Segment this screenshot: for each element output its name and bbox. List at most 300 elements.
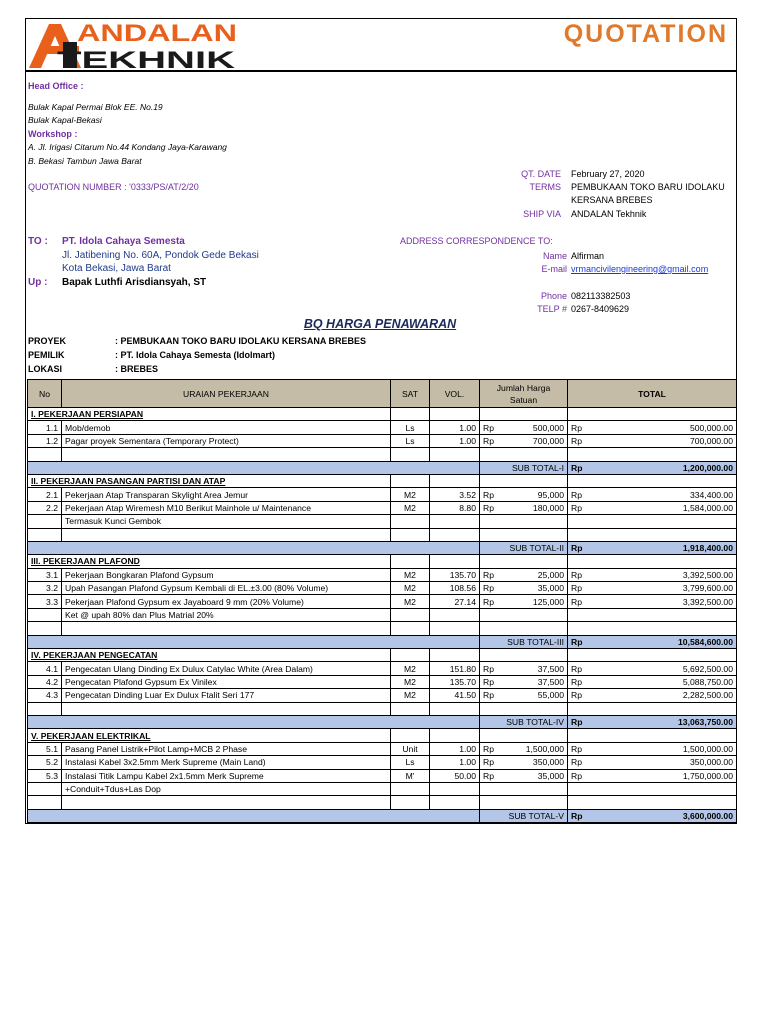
amount-value: 25,000 [537, 569, 564, 580]
workshop-line1: A. Jl. Irigasi Citarum No.44 Kondang Jaya-Karawang [28, 142, 227, 152]
currency-label: Rp [571, 743, 582, 754]
empty-cell [430, 528, 480, 541]
empty-cell [391, 448, 430, 461]
amount-value: 500,000.00 [689, 422, 733, 433]
item-no: 5.1 [28, 742, 62, 755]
currency-label: Rp [483, 663, 494, 674]
item-price [480, 515, 568, 528]
item-desc: Instalasi Titik Lampu Kabel 2x1.5mm Merk Supreme [62, 769, 391, 782]
telp-label: TELP # [537, 304, 567, 314]
item-sat: M2 [391, 689, 430, 702]
page-title: QUOTATION [563, 20, 728, 48]
address-correspondence-label: ADDRESS CORRESPONDENCE TO: [400, 236, 553, 246]
subtotal-label: SUB TOTAL-V [480, 809, 568, 822]
amount-value: 1,500,000.00 [682, 743, 733, 754]
subtotal-value [568, 715, 737, 728]
amount-value: 5,088,750.00 [682, 677, 733, 687]
item-total [568, 595, 737, 608]
amount-value: 1,750,000.00 [682, 770, 733, 781]
amount-value: 35,000 [537, 770, 564, 781]
head-office-label: Head Office : [28, 81, 84, 91]
item-row [28, 582, 737, 595]
amount-value: 3,392,500.00 [682, 569, 733, 580]
ship-via: ANDALAN Tekhnik [571, 209, 647, 219]
to-label: TO : [28, 236, 48, 247]
col-harga: Jumlah Harga Satuan [480, 380, 568, 408]
item-desc: Pengecatan Plafond Gypsum Ex Vinilex [62, 675, 391, 688]
item-row [28, 515, 737, 528]
item-vol: 3.52 [430, 488, 480, 501]
amount-value: 1,500,000 [525, 743, 564, 754]
empty-cell [430, 635, 480, 648]
item-sat: M2 [391, 582, 430, 595]
section-title: III. PEKERJAAN PLAFOND [28, 555, 391, 568]
currency-label: Rp [483, 677, 494, 687]
amount-value: 95,000 [537, 489, 564, 500]
item-price [480, 434, 568, 447]
item-desc: Pekerjaan Plafond Gypsum ex Jayaboard 9 mm (20% Volume) [62, 595, 391, 608]
item-price [480, 595, 568, 608]
item-desc: +Conduit+Tdus+Las Dop [62, 782, 391, 795]
currency-label: Rp [483, 569, 494, 580]
item-total [568, 421, 737, 434]
empty-cell [480, 729, 568, 742]
amount-value: 3,600,000.00 [682, 810, 733, 821]
item-row [28, 662, 737, 675]
item-no: 4.2 [28, 675, 62, 688]
qt-date: February 27, 2020 [571, 169, 645, 179]
item-sat [391, 515, 430, 528]
logo-line1: ANDALAN [77, 20, 237, 47]
section-row [28, 555, 737, 568]
amount-value: 350,000 [532, 757, 564, 768]
empty-cell [480, 448, 568, 461]
col-sat: SAT [391, 380, 430, 408]
amount-value: 55,000 [537, 690, 564, 701]
empty-cell [568, 528, 737, 541]
item-row [28, 782, 737, 795]
section-row [28, 474, 737, 487]
item-row [28, 742, 737, 755]
item-price [480, 782, 568, 795]
to-address-line1: Jl. Jatibening No. 60A, Pondok Gede Bekasi [62, 250, 259, 261]
item-total [568, 742, 737, 755]
item-total [568, 782, 737, 795]
amount-value: 1,200,000.00 [682, 462, 733, 473]
item-desc: Upah Pasangan Plafond Gypsum Kembali di EL.±3.00 (80% Volume) [62, 582, 391, 595]
empty-cell [391, 715, 430, 728]
item-vol: 1.00 [430, 742, 480, 755]
item-row [28, 689, 737, 702]
amount-value: 700,000 [532, 435, 564, 446]
currency-label: Rp [483, 583, 494, 594]
empty-cell [391, 729, 430, 742]
item-vol [430, 782, 480, 795]
item-sat: M2 [391, 595, 430, 608]
phone-label: Phone [540, 291, 567, 301]
pemilik-value: : PT. Idola Cahaya Semesta (Idolmart) [115, 350, 276, 360]
empty-cell [391, 702, 430, 715]
amount-value: 500,000 [532, 422, 564, 433]
empty-cell [568, 555, 737, 568]
item-row [28, 488, 737, 501]
item-total [568, 434, 737, 447]
empty-cell [430, 622, 480, 635]
currency-label: Rp [483, 770, 494, 781]
empty-cell [430, 796, 480, 809]
empty-cell [62, 528, 391, 541]
item-sat: Unit [391, 742, 430, 755]
head-office-line2: Bulak Kapal-Bekasi [28, 115, 102, 125]
section-title: II. PEKERJAAN PASANGAN PARTISI DAN ATAP [28, 474, 391, 487]
section-row [28, 649, 737, 662]
empty-cell [430, 448, 480, 461]
empty-cell [62, 622, 391, 635]
item-vol: 50.00 [430, 769, 480, 782]
empty-cell [28, 461, 62, 474]
item-price [480, 421, 568, 434]
currency-label: Rp [571, 636, 583, 647]
item-vol: 151.80 [430, 662, 480, 675]
col-total: TOTAL [568, 380, 737, 408]
empty-cell [28, 702, 62, 715]
amount-value: 700,000.00 [689, 435, 733, 446]
empty-cell [28, 809, 62, 822]
empty-cell [430, 702, 480, 715]
up-name: Bapak Luthfi Arisdiansyah, ST [62, 277, 207, 288]
item-vol: 1.00 [430, 756, 480, 769]
quotation-number: QUOTATION NUMBER : '0333/PS/AT/2/20 [28, 182, 199, 192]
subtotal-label: SUB TOTAL-II [480, 541, 568, 554]
item-sat: M2 [391, 488, 430, 501]
item-desc: Pekerjaan Bongkaran Plafond Gypsum [62, 568, 391, 581]
item-price [480, 488, 568, 501]
amount-value: 3,799,600.00 [682, 583, 733, 594]
currency-label: Rp [483, 743, 494, 754]
item-row [28, 756, 737, 769]
empty-cell [480, 796, 568, 809]
name-label: Name [542, 251, 567, 261]
amount-value: 37,500 [537, 663, 564, 674]
item-row [28, 675, 737, 688]
item-total [568, 608, 737, 621]
up-label: Up : [28, 277, 48, 288]
item-total [568, 675, 737, 688]
item-no: 5.2 [28, 756, 62, 769]
subtotal-label: SUB TOTAL-III [480, 635, 568, 648]
item-sat: M2 [391, 675, 430, 688]
empty-cell [430, 474, 480, 487]
blank-row [28, 796, 737, 809]
subtotal-row [28, 461, 737, 474]
empty-cell [391, 796, 430, 809]
empty-cell [391, 649, 430, 662]
currency-label: Rp [571, 543, 583, 554]
currency-label: Rp [571, 770, 582, 781]
amount-value: 1,584,000.00 [682, 502, 733, 513]
currency-label: Rp [571, 502, 582, 513]
email-label: E-mail [541, 264, 567, 274]
terms-line1: PEMBUKAAN TOKO BARU IDOLAKU [571, 182, 725, 192]
contact-name: Alfirman [571, 251, 605, 261]
head-office-line1: Bulak Kapal Permai Blok EE. No.19 [28, 102, 163, 112]
item-desc: Ket @ upah 80% dan Plus Matrial 20% [62, 608, 391, 621]
item-no [28, 515, 62, 528]
to-name: PT. Idola Cahaya Semesta [62, 236, 185, 247]
section-title: IV. PEKERJAAN PENGECATAN [28, 649, 391, 662]
item-price [480, 608, 568, 621]
empty-cell [480, 649, 568, 662]
item-row [28, 608, 737, 621]
item-sat [391, 782, 430, 795]
empty-cell [62, 448, 391, 461]
item-sat: M2 [391, 662, 430, 675]
header-divider [25, 70, 737, 72]
empty-cell [28, 622, 62, 635]
empty-cell [391, 461, 430, 474]
currency-label: Rp [571, 569, 582, 580]
subtotal-row [28, 809, 737, 822]
subtotal-value [568, 809, 737, 822]
empty-cell [430, 649, 480, 662]
item-vol: 27.14 [430, 595, 480, 608]
contact-email-link[interactable]: vrmancivilengineering@gmail.com [571, 264, 709, 274]
item-no: 1.1 [28, 421, 62, 434]
empty-cell [430, 461, 480, 474]
ship-via-label: SHIP VIA [523, 209, 561, 219]
amount-value: 334,400.00 [689, 489, 733, 500]
contact-phone: 082113382503 [571, 291, 631, 301]
item-sat: M2 [391, 568, 430, 581]
amount-value: 13,063,750.00 [678, 717, 733, 728]
item-no: 3.3 [28, 595, 62, 608]
item-no [28, 782, 62, 795]
empty-cell [568, 649, 737, 662]
item-total [568, 582, 737, 595]
empty-cell [430, 408, 480, 421]
item-sat: M2 [391, 501, 430, 514]
empty-cell [568, 408, 737, 421]
currency-label: Rp [571, 717, 583, 728]
logo-line2: TEKHNIK [57, 47, 237, 70]
item-desc: Pasang Panel Listrik+Pilot Lamp+MCB 2 Phase [62, 742, 391, 755]
currency-label: Rp [571, 596, 582, 607]
currency-label: Rp [483, 690, 494, 701]
item-total [568, 515, 737, 528]
item-vol: 135.70 [430, 675, 480, 688]
empty-cell [28, 541, 62, 554]
subtotal-label: SUB TOTAL-I [480, 461, 568, 474]
subtotal-value [568, 541, 737, 554]
currency-label: Rp [571, 489, 582, 500]
proyek-value: : PEMBUKAAN TOKO BARU IDOLAKU KERSANA BREBES [115, 336, 367, 346]
col-uraian: URAIAN PEKERJAAN [62, 380, 391, 408]
qt-date-label: QT. DATE [521, 169, 561, 179]
item-total [568, 501, 737, 514]
amount-value: 2,282,500.00 [682, 690, 733, 701]
currency-label: Rp [571, 677, 582, 687]
item-desc: Instalasi Kabel 3x2.5mm Merk Supreme (Main Land) [62, 756, 391, 769]
item-desc: Termasuk Kunci Gembok [62, 515, 391, 528]
empty-cell [480, 408, 568, 421]
amount-value: 3,392,500.00 [682, 596, 733, 607]
item-price [480, 742, 568, 755]
empty-cell [62, 461, 391, 474]
empty-cell [62, 541, 391, 554]
item-price [480, 756, 568, 769]
section-row [28, 729, 737, 742]
subtotal-label: SUB TOTAL-IV [480, 715, 568, 728]
empty-cell [430, 715, 480, 728]
empty-cell [480, 528, 568, 541]
item-vol: 8.80 [430, 501, 480, 514]
item-total [568, 689, 737, 702]
item-no [28, 608, 62, 621]
item-vol: 108.56 [430, 582, 480, 595]
item-vol: 1.00 [430, 421, 480, 434]
item-no: 5.3 [28, 769, 62, 782]
currency-label: Rp [571, 583, 582, 594]
section-row [28, 408, 737, 421]
col-vol: VOL. [430, 380, 480, 408]
terms-line2: KERSANA BREBES [571, 195, 653, 205]
col-no: No [28, 380, 62, 408]
currency-label: Rp [571, 690, 582, 701]
section-title: I. PEKERJAAN PERSIAPAN [28, 408, 391, 421]
blank-row [28, 528, 737, 541]
empty-cell [391, 408, 430, 421]
contact-telp: 0267-8409629 [571, 304, 630, 314]
workshop-label: Workshop : [28, 129, 78, 139]
item-row [28, 434, 737, 447]
subtotal-row [28, 541, 737, 554]
amount-value: 1,918,400.00 [682, 543, 733, 554]
item-desc: Pengecatan Ulang Dinding Ex Dulux Catylac White (Area Dalam) [62, 662, 391, 675]
item-sat [391, 608, 430, 621]
currency-label: Rp [571, 810, 583, 821]
blank-row [28, 448, 737, 461]
empty-cell [28, 448, 62, 461]
to-address-line2: Kota Bekasi, Jawa Barat [62, 263, 171, 274]
item-price [480, 662, 568, 675]
item-vol: 1.00 [430, 434, 480, 447]
item-total [568, 488, 737, 501]
bq-title: BQ HARGA PENAWARAN [303, 317, 457, 331]
empty-cell [568, 474, 737, 487]
item-price [480, 675, 568, 688]
amount-value: 350,000.00 [689, 757, 733, 768]
currency-label: Rp [571, 663, 582, 674]
empty-cell [568, 796, 737, 809]
empty-cell [391, 809, 430, 822]
item-vol: 41.50 [430, 689, 480, 702]
empty-cell [480, 474, 568, 487]
empty-cell [568, 448, 737, 461]
item-no: 1.2 [28, 434, 62, 447]
currency-label: Rp [571, 757, 582, 768]
item-price [480, 501, 568, 514]
empty-cell [62, 702, 391, 715]
bq-table [27, 379, 737, 823]
empty-cell [391, 622, 430, 635]
empty-cell [568, 729, 737, 742]
amount-value: 180,000 [532, 502, 564, 513]
currency-label: Rp [571, 422, 582, 433]
empty-cell [62, 809, 391, 822]
empty-cell [430, 555, 480, 568]
empty-cell [568, 622, 737, 635]
amount-value: 35,000 [537, 583, 564, 594]
item-price [480, 769, 568, 782]
empty-cell [28, 796, 62, 809]
subtotal-row [28, 715, 737, 728]
empty-cell [28, 715, 62, 728]
empty-cell [480, 622, 568, 635]
section-title: V. PEKERJAAN ELEKTRIKAL [28, 729, 391, 742]
amount-value: 5,692,500.00 [682, 663, 733, 674]
item-sat: Ls [391, 421, 430, 434]
item-total [568, 662, 737, 675]
item-no: 3.1 [28, 568, 62, 581]
item-vol [430, 608, 480, 621]
empty-cell [62, 635, 391, 648]
subtotal-value [568, 461, 737, 474]
item-price [480, 582, 568, 595]
currency-label: Rp [483, 757, 494, 768]
terms-label: TERMS [529, 182, 561, 192]
empty-cell [430, 809, 480, 822]
item-price [480, 689, 568, 702]
item-row [28, 568, 737, 581]
item-sat: Ls [391, 756, 430, 769]
item-no: 2.2 [28, 501, 62, 514]
empty-cell [62, 715, 391, 728]
amount-value: 37,500 [537, 677, 564, 687]
item-row [28, 501, 737, 514]
empty-cell [28, 635, 62, 648]
item-row [28, 769, 737, 782]
item-desc: Pekerjaan Atap Wiremesh M10 Berikut Mainhole u/ Maintenance [62, 501, 391, 514]
empty-cell [480, 555, 568, 568]
amount-value: 125,000 [532, 596, 564, 607]
item-row [28, 595, 737, 608]
item-no: 2.1 [28, 488, 62, 501]
table-body [28, 408, 737, 823]
item-desc: Mob/demob [62, 421, 391, 434]
blank-row [28, 702, 737, 715]
workshop-line2: B. Bekasi Tambun Jawa Barat [28, 156, 142, 166]
currency-label: Rp [483, 435, 494, 446]
empty-cell [430, 729, 480, 742]
item-price [480, 568, 568, 581]
item-sat: Ls [391, 434, 430, 447]
item-vol: 135.70 [430, 568, 480, 581]
lokasi-value: : BREBES [115, 364, 159, 374]
currency-label: Rp [483, 422, 494, 433]
item-no: 4.3 [28, 689, 62, 702]
empty-cell [391, 635, 430, 648]
currency-label: Rp [483, 502, 494, 513]
currency-label: Rp [571, 462, 583, 473]
empty-cell [391, 474, 430, 487]
blank-row [28, 622, 737, 635]
currency-label: Rp [571, 435, 582, 446]
subtotal-value [568, 635, 737, 648]
empty-cell [62, 796, 391, 809]
currency-label: Rp [483, 489, 494, 500]
empty-cell [391, 555, 430, 568]
amount-value: 10,584,600.00 [678, 636, 733, 647]
